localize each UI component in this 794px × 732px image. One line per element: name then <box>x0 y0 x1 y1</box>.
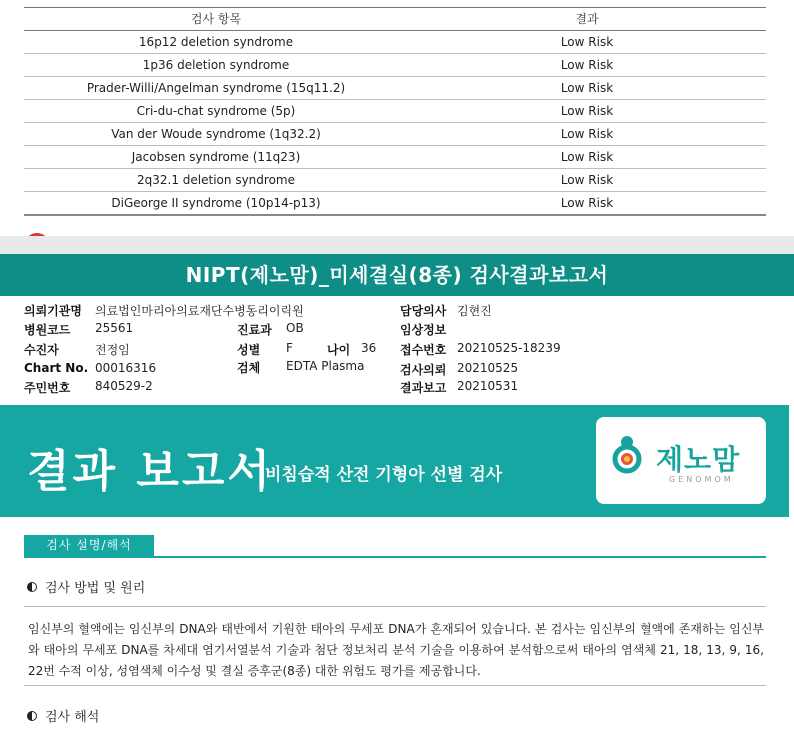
header-item: 검사 항목 <box>190 12 242 26</box>
row-result: Low Risk <box>560 150 614 164</box>
logo-subtext: GENOMOM <box>669 475 734 484</box>
row-result: Low Risk <box>560 196 614 210</box>
half-circle-icon <box>27 711 37 721</box>
label-sex: 성별 <box>237 343 261 357</box>
report-title: 결과 보고서 <box>27 446 273 497</box>
report-header-banner <box>0 405 789 517</box>
value-patient: 전정임 <box>95 343 130 357</box>
row-item: 2q32.1 deletion syndrome <box>137 173 295 187</box>
value-dept: OB <box>286 321 304 335</box>
label-specimen: 검체 <box>237 361 261 375</box>
label-report-date: 결과보고 <box>400 381 447 395</box>
value-report-date: 20210531 <box>457 379 519 393</box>
row-result: Low Risk <box>560 35 614 49</box>
table-row <box>24 169 766 192</box>
value-institution: 의료법인마리아의료재단수병동리이릭원 <box>95 304 304 318</box>
logo-text: 제노맘 <box>656 443 741 476</box>
value-doctor: 김현진 <box>457 304 492 318</box>
report-banner-title: NIPT(제노맘)_미세결실(8종) 검사결과보고서 <box>0 254 794 296</box>
half-circle-icon <box>27 582 37 592</box>
table-row <box>24 146 766 169</box>
method-heading <box>27 577 145 596</box>
value-chart-no: 00016316 <box>95 361 157 375</box>
value-sex: F <box>286 341 293 355</box>
row-item: 1p36 deletion syndrome <box>142 58 290 72</box>
results-table-header <box>24 7 766 31</box>
genomom-logo <box>596 417 766 504</box>
label-receipt: 접수번호 <box>400 343 447 357</box>
page-separator <box>0 236 794 254</box>
value-receipt: 20210525-18239 <box>457 341 561 355</box>
divider <box>24 685 766 686</box>
label-chart-no: Chart No. <box>24 361 89 375</box>
row-result: Low Risk <box>560 58 614 72</box>
method-paragraph: 임신부의 혈액에는 임신부의 DNA와 태반에서 기원한 태아의 무세포 DNA가 혼재되어 있습니다. 본 검사는 임신부의 혈액에 존재하는 임신부와 태아의 무세포 DNA를 차세대 염기서열분석 기술과 첨단 정보처리 분석 기술을 이용하여 분석함으로써 태아의 염색체 21, 18, 13, 9, 16, 22번 수적 이상, 성염색체 이수성 및 결실 증후군(8종) 대한 위험도 평가를 제공합니다. <box>28 622 764 678</box>
value-request: 20210525 <box>457 361 519 375</box>
table-row <box>24 192 766 216</box>
header-result: 결과 <box>575 12 599 26</box>
row-result: Low Risk <box>560 127 614 141</box>
patient-info <box>0 296 794 402</box>
table-row <box>24 77 766 100</box>
table-row <box>24 100 766 123</box>
row-item: Prader-Willi/Angelman syndrome (15q11.2) <box>86 81 346 95</box>
interpretation-heading <box>27 706 99 725</box>
interpretation-title: 검사 해석 <box>45 710 100 725</box>
row-item: Van der Woude syndrome (1q32.2) <box>111 127 321 141</box>
table-row <box>24 123 766 146</box>
report-subtitle: 비침습적 산전 기형아 선별 검사 <box>265 465 503 485</box>
value-hospital-code: 25561 <box>95 321 134 335</box>
label-institution: 의뢰기관명 <box>24 304 82 318</box>
results-table <box>24 7 766 216</box>
divider <box>24 606 766 607</box>
section-divider <box>24 556 766 558</box>
label-age: 나이 <box>327 343 351 357</box>
label-hospital-code: 병원코드 <box>24 323 71 337</box>
row-result: Low Risk <box>560 173 614 187</box>
row-result: Low Risk <box>560 104 614 118</box>
value-specimen: EDTA Plasma <box>286 359 365 373</box>
value-age: 36 <box>361 341 377 355</box>
method-title: 검사 방법 및 원리 <box>45 581 146 596</box>
label-doctor: 담당의사 <box>400 304 447 318</box>
row-item: Jacobsen syndrome (11q23) <box>131 150 301 164</box>
label-patient: 수진자 <box>24 343 59 357</box>
label-clinical: 임상정보 <box>400 323 447 337</box>
row-result: Low Risk <box>560 81 614 95</box>
label-id-no: 주민번호 <box>24 381 71 395</box>
table-row <box>24 31 766 54</box>
row-item: 16p12 deletion syndrome <box>138 35 294 49</box>
section-tab-explanation: 검사 설명/해석 <box>24 535 154 556</box>
genomom-logo-icon <box>610 435 644 477</box>
label-dept: 진료과 <box>237 323 272 337</box>
table-row <box>24 54 766 77</box>
label-request: 검사의뢰 <box>400 363 447 377</box>
row-item: Cri-du-chat syndrome (5p) <box>136 104 296 118</box>
value-id-no: 840529-2 <box>95 379 153 393</box>
row-item: DiGeorge II syndrome (10p14-p13) <box>111 196 321 210</box>
